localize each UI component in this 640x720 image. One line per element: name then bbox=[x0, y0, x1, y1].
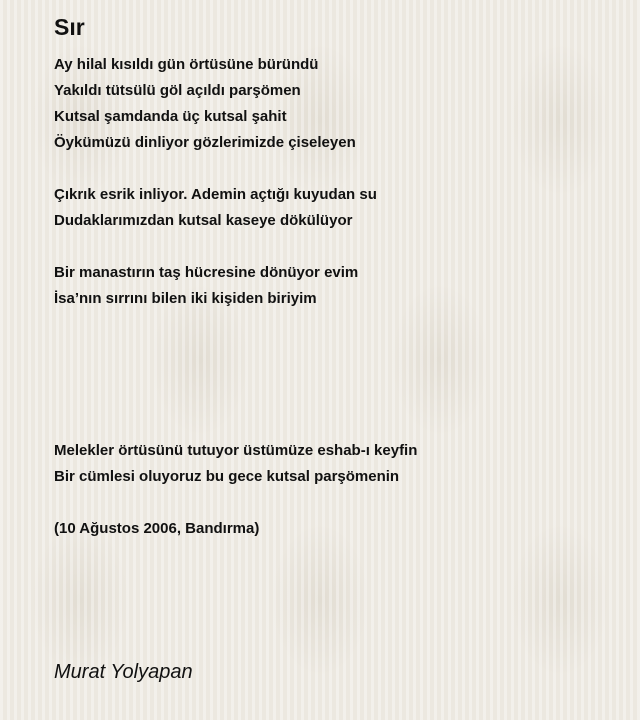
poem-line: İsa’nın sırrını bilen iki kişiden biriyim bbox=[54, 290, 317, 307]
poem-line: Kutsal şamdanda üç kutsal şahit bbox=[54, 108, 287, 125]
poem-stanza bbox=[54, 438, 417, 490]
poem-stanza bbox=[54, 260, 358, 312]
poem-line: Bir manastırın taş hücresine dönüyor evim bbox=[54, 264, 359, 281]
poem-line: Dudaklarımızdan kutsal kaseye dökülüyor bbox=[54, 212, 353, 229]
poem-line: Melekler örtüsünü tutuyor üstümüze eshab-ı keyfin bbox=[54, 442, 418, 459]
poem-stanza bbox=[54, 182, 377, 234]
poem-line: Yakıldı tütsülü göl açıldı parşömen bbox=[54, 82, 301, 99]
poem-stanza bbox=[54, 52, 356, 156]
poem-line: (10 Ağustos 2006, Bandırma) bbox=[54, 520, 260, 537]
poem-title: Sır bbox=[54, 14, 85, 40]
poem-date-place bbox=[54, 516, 259, 542]
poem-line: Ay hilal kısıldı gün örtüsüne büründü bbox=[54, 56, 319, 73]
poem-line: Öykümüzü dinliyor gözlerimizde çiseleyen bbox=[54, 134, 356, 151]
poem-line: Bir cümlesi oluyoruz bu gece kutsal parşömenin bbox=[54, 468, 400, 485]
poem-line: Çıkrık esrik inliyor. Ademin açtığı kuyudan su bbox=[54, 186, 377, 203]
poem-author: Murat Yolyapan bbox=[54, 661, 193, 683]
